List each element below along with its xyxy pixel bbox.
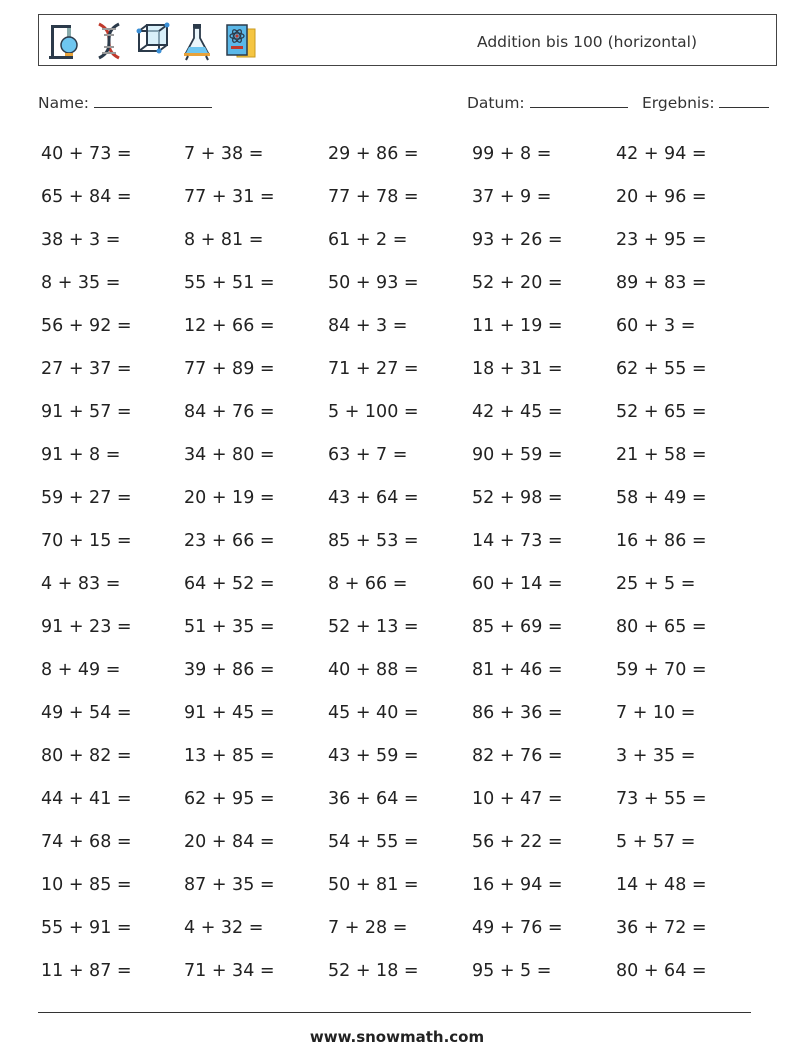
problem-item: 93 + 26 = [472, 230, 563, 250]
date-blank[interactable] [530, 93, 628, 108]
problem-item: 4 + 32 = [184, 918, 264, 938]
problem-item: 16 + 86 = [616, 531, 707, 551]
problem-item: 7 + 28 = [328, 918, 408, 938]
problem-item: 5 + 57 = [616, 832, 696, 852]
problem-item: 71 + 34 = [184, 961, 275, 981]
problem-item: 91 + 57 = [41, 402, 132, 422]
problem-row [41, 865, 761, 908]
problem-item: 13 + 85 = [184, 746, 275, 766]
problem-item: 62 + 95 = [184, 789, 275, 809]
name-label: Name: [38, 94, 89, 112]
problem-item: 77 + 31 = [184, 187, 275, 207]
problem-item: 91 + 23 = [41, 617, 132, 637]
problem-item: 62 + 55 = [616, 359, 707, 379]
problem-row [41, 693, 761, 736]
problem-item: 52 + 18 = [328, 961, 419, 981]
problem-item: 16 + 94 = [472, 875, 563, 895]
problem-item: 8 + 49 = [41, 660, 121, 680]
problem-item: 45 + 40 = [328, 703, 419, 723]
problem-row [41, 134, 761, 177]
problem-item: 59 + 27 = [41, 488, 132, 508]
problem-item: 14 + 48 = [616, 875, 707, 895]
name-blank[interactable] [94, 93, 212, 108]
problem-item: 11 + 87 = [41, 961, 132, 981]
result-field[interactable] [642, 93, 769, 112]
problem-item: 55 + 51 = [184, 273, 275, 293]
problem-item: 11 + 19 = [472, 316, 563, 336]
problem-item: 36 + 72 = [616, 918, 707, 938]
problem-item: 60 + 14 = [472, 574, 563, 594]
problem-item: 52 + 65 = [616, 402, 707, 422]
problem-item: 81 + 46 = [472, 660, 563, 680]
problem-row [41, 779, 761, 822]
problem-item: 89 + 83 = [616, 273, 707, 293]
problem-row [41, 564, 761, 607]
problem-item: 77 + 89 = [184, 359, 275, 379]
problem-item: 20 + 96 = [616, 187, 707, 207]
problem-item: 54 + 55 = [328, 832, 419, 852]
problem-item: 43 + 64 = [328, 488, 419, 508]
problem-item: 40 + 88 = [328, 660, 419, 680]
problem-item: 65 + 84 = [41, 187, 132, 207]
problem-item: 27 + 37 = [41, 359, 132, 379]
problem-item: 23 + 66 = [184, 531, 275, 551]
footer-divider [38, 1012, 751, 1013]
problem-item: 80 + 64 = [616, 961, 707, 981]
problem-item: 80 + 82 = [41, 746, 132, 766]
worksheet-title: Addition bis 100 (horizontal) [477, 33, 697, 51]
problem-item: 85 + 69 = [472, 617, 563, 637]
problem-row [41, 220, 761, 263]
problem-item: 29 + 86 = [328, 144, 419, 164]
problem-item: 91 + 45 = [184, 703, 275, 723]
problem-item: 77 + 78 = [328, 187, 419, 207]
problem-item: 73 + 55 = [616, 789, 707, 809]
problem-item: 42 + 45 = [472, 402, 563, 422]
date-label: Datum: [467, 94, 525, 112]
problem-row [41, 607, 761, 650]
lab-stand-flask-icon [47, 21, 83, 61]
problem-item: 55 + 91 = [41, 918, 132, 938]
problem-row [41, 908, 761, 951]
problem-item: 91 + 8 = [41, 445, 121, 465]
header-icons [47, 21, 259, 61]
problem-item: 84 + 3 = [328, 316, 408, 336]
problem-item: 49 + 76 = [472, 918, 563, 938]
problem-item: 20 + 84 = [184, 832, 275, 852]
problem-item: 95 + 5 = [472, 961, 552, 981]
problem-item: 60 + 3 = [616, 316, 696, 336]
problem-grid [41, 134, 761, 994]
atom-book-icon [223, 21, 259, 61]
problem-item: 44 + 41 = [41, 789, 132, 809]
problem-item: 87 + 35 = [184, 875, 275, 895]
problem-row [41, 435, 761, 478]
problem-item: 7 + 10 = [616, 703, 696, 723]
problem-item: 74 + 68 = [41, 832, 132, 852]
problem-item: 71 + 27 = [328, 359, 419, 379]
problem-row [41, 177, 761, 220]
problem-item: 14 + 73 = [472, 531, 563, 551]
problem-row [41, 263, 761, 306]
problem-row [41, 650, 761, 693]
date-field[interactable] [467, 93, 628, 112]
dna-icon [91, 21, 127, 61]
problem-item: 10 + 47 = [472, 789, 563, 809]
problem-row [41, 822, 761, 865]
problem-item: 43 + 59 = [328, 746, 419, 766]
problem-item: 86 + 36 = [472, 703, 563, 723]
problem-item: 52 + 13 = [328, 617, 419, 637]
problem-item: 20 + 19 = [184, 488, 275, 508]
problem-item: 34 + 80 = [184, 445, 275, 465]
result-blank[interactable] [719, 93, 769, 108]
problem-item: 56 + 92 = [41, 316, 132, 336]
problem-row [41, 736, 761, 779]
problem-item: 23 + 95 = [616, 230, 707, 250]
problem-item: 84 + 76 = [184, 402, 275, 422]
molecule-cube-icon [135, 21, 171, 61]
worksheet-header [38, 14, 777, 66]
problem-item: 50 + 81 = [328, 875, 419, 895]
problem-item: 85 + 53 = [328, 531, 419, 551]
problem-item: 56 + 22 = [472, 832, 563, 852]
problem-item: 8 + 81 = [184, 230, 264, 250]
name-field[interactable] [38, 93, 212, 112]
problem-item: 82 + 76 = [472, 746, 563, 766]
problem-item: 18 + 31 = [472, 359, 563, 379]
problem-item: 8 + 66 = [328, 574, 408, 594]
problem-item: 52 + 98 = [472, 488, 563, 508]
problem-item: 99 + 8 = [472, 144, 552, 164]
problem-item: 58 + 49 = [616, 488, 707, 508]
problem-item: 63 + 7 = [328, 445, 408, 465]
problem-row [41, 392, 761, 435]
problem-item: 37 + 9 = [472, 187, 552, 207]
problem-item: 10 + 85 = [41, 875, 132, 895]
problem-item: 49 + 54 = [41, 703, 132, 723]
problem-item: 25 + 5 = [616, 574, 696, 594]
problem-row [41, 521, 761, 564]
problem-item: 70 + 15 = [41, 531, 132, 551]
problem-item: 12 + 66 = [184, 316, 275, 336]
problem-item: 64 + 52 = [184, 574, 275, 594]
problem-item: 3 + 35 = [616, 746, 696, 766]
problem-item: 21 + 58 = [616, 445, 707, 465]
problem-item: 59 + 70 = [616, 660, 707, 680]
problem-item: 61 + 2 = [328, 230, 408, 250]
result-label: Ergebnis: [642, 94, 715, 112]
beaker-icon [179, 21, 215, 61]
problem-item: 42 + 94 = [616, 144, 707, 164]
problem-item: 4 + 83 = [41, 574, 121, 594]
problem-item: 39 + 86 = [184, 660, 275, 680]
problem-item: 8 + 35 = [41, 273, 121, 293]
problem-row [41, 306, 761, 349]
problem-item: 40 + 73 = [41, 144, 132, 164]
problem-row [41, 951, 761, 994]
problem-item: 90 + 59 = [472, 445, 563, 465]
problem-row [41, 349, 761, 392]
problem-item: 7 + 38 = [184, 144, 264, 164]
problem-item: 50 + 93 = [328, 273, 419, 293]
problem-row [41, 478, 761, 521]
footer-url: www.snowmath.com [309, 1028, 485, 1046]
problem-item: 80 + 65 = [616, 617, 707, 637]
problem-item: 5 + 100 = [328, 402, 419, 422]
problem-item: 51 + 35 = [184, 617, 275, 637]
problem-item: 38 + 3 = [41, 230, 121, 250]
problem-item: 52 + 20 = [472, 273, 563, 293]
problem-item: 36 + 64 = [328, 789, 419, 809]
